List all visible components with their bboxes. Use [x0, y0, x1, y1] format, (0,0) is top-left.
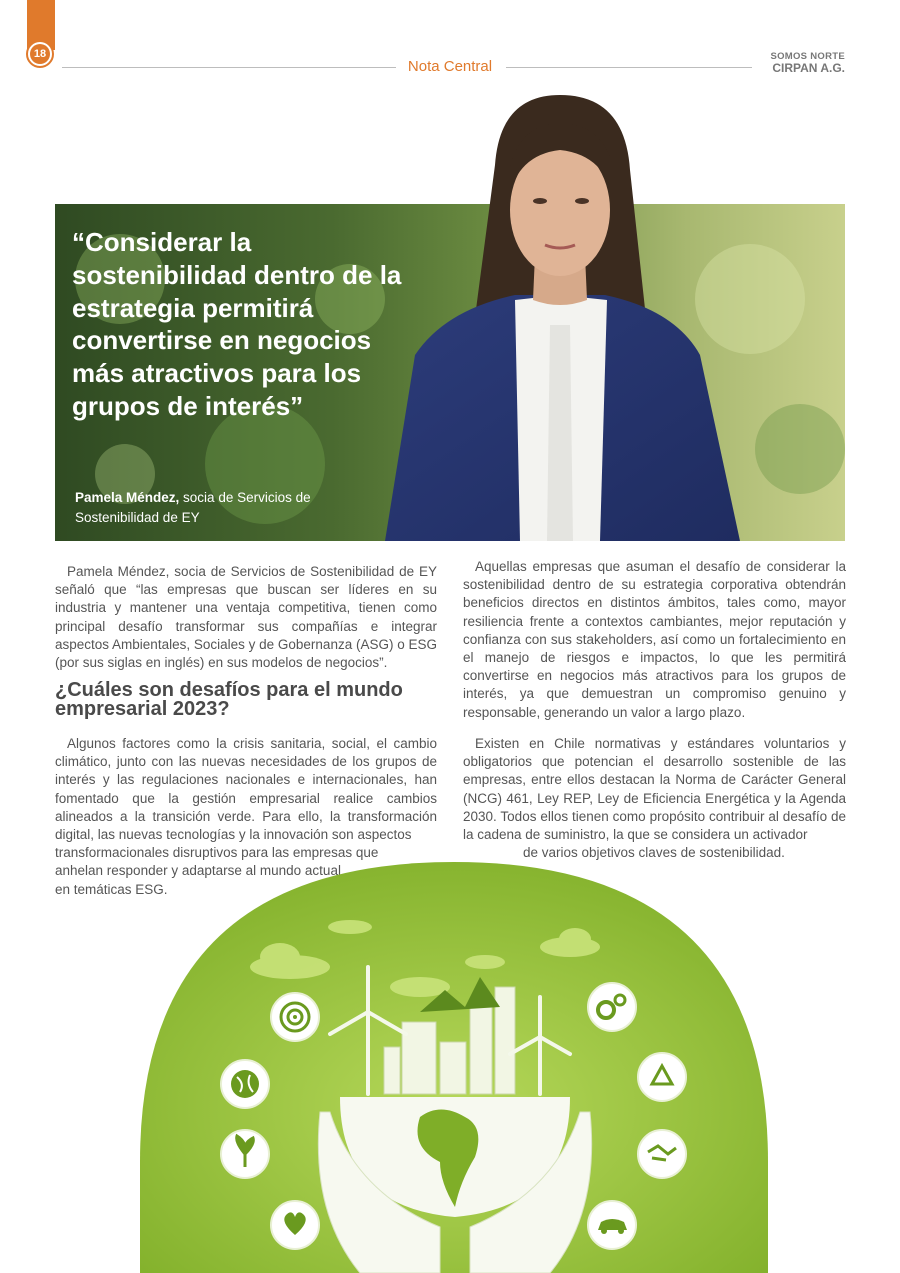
header-rule-right	[506, 67, 752, 68]
challenges-paragraph: Algunos factores como la crisis sanitaria, social, el cambio climático, junto con las nuevas necesidades de los grupos de interés y las regulaciones nacionales e internacionales, han fomentado que la gestión empresarial realice cambios alineados a la transición verde. Para ello, la transformación digital, las nuevas tecnologías y la innovación son aspectos transformacionales disruptivos para las empresas que anhelan responder y adaptarse al mundo actual en temáticas ESG.	[55, 735, 437, 899]
hero-caption	[75, 488, 375, 527]
sustainability-illustration	[140, 862, 768, 1273]
globe-icon	[231, 1070, 259, 1098]
caption-role: socia de Servicios de Sostenibilidad de EY	[75, 490, 311, 525]
portrait-photo	[375, 95, 745, 541]
page-number-badge	[26, 40, 54, 68]
benefits-paragraph: Aquellas empresas que asuman el desafío de considerar la sostenibilidad dentro de su estrategia corporativa obtendrán beneficios directos en distintos ámbitos, tales como, mayor resiliencia frente a contextos cambiantes, mejor reputación y confianza con sus stakeholders, así como un fortalecimiento en el manejo de riesgos e impactos, lo que les permitirá convertirse en negocios más atractivos para los grupos de interés, ya que demuestran un compromiso genuino y responsable, generando un valor a largo plazo.	[463, 559, 846, 720]
regulations-last-line: de varios objetivos claves de sostenibilidad.	[523, 845, 785, 861]
section-title: Nota Central	[407, 58, 493, 75]
brand-block	[770, 52, 845, 75]
challenges-line-3: en temáticas ESG.	[55, 881, 168, 897]
challenges-line-1: transformacionales disruptivos para las empresas que	[55, 845, 379, 861]
header-rule-left	[62, 67, 396, 68]
page-number: 18	[30, 44, 50, 64]
challenges-line-2: anhelan responder y adaptarse al mundo actual	[55, 863, 341, 879]
hero-quote: “Considerar la sostenibilidad dentro de la estrategia permitirá convertirse en negocios más atractivos para los grupos de interés”	[72, 227, 402, 421]
brand-line2: CIRPAN A.G.	[772, 60, 845, 75]
regulations-paragraph: Existen en Chile normativas y estándares voluntarios y obligatorios que potencian el desarrollo sostenible de las empresas, entre ellos destacan la Norma de Carácter General (NCG) 461, Ley REP, Ley de Eficiencia Energética y la Agenda 2030. Todos ellos tienen como propósito contribuir al desafío de la cadena de suministro, la que se considera un activador de varios objetivos claves de sostenibilidad.	[463, 735, 846, 862]
brand-line1: SOMOS NORTE	[770, 51, 845, 62]
caption-name: Pamela Méndez,	[75, 490, 180, 505]
intro-paragraph: Pamela Méndez, socia de Servicios de Sostenibilidad de EY señaló que “las empresas que buscan ser líderes en su industria y mantener una ventaja competitiva, tienen como principal desafío transformar sus compañías e integrar aspectos Ambientales, Sociales y de Gobernanza (ASG) o ESG (por sus siglas en inglés) en sus modelos de negocios”.	[55, 564, 437, 671]
section-heading: ¿Cuáles son desafíos para el mundo empresarial 2023?	[55, 679, 403, 720]
